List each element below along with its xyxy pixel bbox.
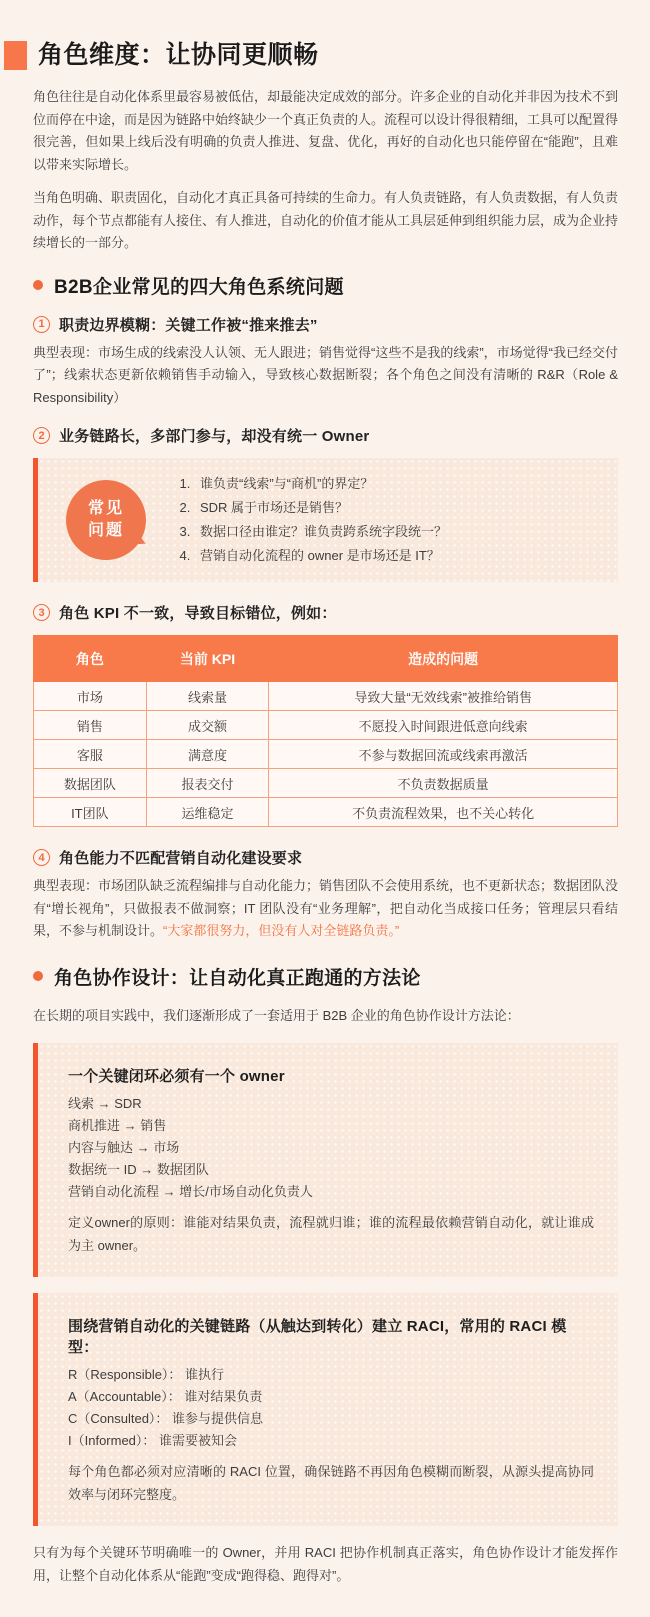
page-title: 角色维度：让协同更顺畅 [38,41,319,69]
table-cell: 不负责流程效果，也不关心转化 [269,798,618,827]
table-cell: 市场 [34,682,147,711]
problem4-heading-row [33,847,618,868]
table-row [34,769,618,798]
table-cell: 不参与数据回流或线索再激活 [269,740,618,769]
raci-box-title: 围绕营销自动化的关键链路（从触达到转化）建立 RACI，常用的 RACI 模型： [68,1318,567,1356]
table-cell: 运维稳定 [146,798,269,827]
raci-line: A（Accountable）： 谁对结果负责 [68,1389,263,1404]
circled-number-2-icon: 2 [33,427,50,444]
owner-mapping-line: 数据统一 ID → 数据团队 [68,1162,209,1177]
bubble-text-line1: 常见 [87,500,124,518]
problem4-body [33,875,618,943]
table-cell: 不愿投入时间跟进低意向线索 [269,711,618,740]
kpi-table-header-problem: 造成的问题 [269,636,618,682]
kpi-table-header-row [34,636,618,682]
table-cell: 报表交付 [146,769,269,798]
table-row [34,711,618,740]
table-row [34,740,618,769]
table-cell: 数据团队 [34,769,147,798]
question-item: 2. SDR 属于市场还是销售？ [194,496,447,520]
table-cell: 满意度 [146,740,269,769]
raci-method-box [33,1293,618,1526]
question-item: 3. 数据口径由谁定？谁负责跨系统字段统一？ [194,520,447,544]
table-cell: IT团队 [34,798,147,827]
raci-line: R（Responsible）： 谁执行 [68,1367,225,1382]
section2-intro: 在长期的项目实践中，我们逐渐形成了一套适用于 B2B 企业的角色协作设计方法论： [33,1007,520,1023]
owner-mapping-line: 商机推进 → 销售 [68,1118,167,1133]
circled-number-4-icon: 4 [33,849,50,866]
problem1-body: 典型表现：市场生成的线索没人认领、无人跟进；销售觉得“这些不是我的线索”，市场觉得“我已经交付了”；线索状态更新依赖销售手动输入，导致核心数据断裂；各个角色之间没有清晰的 R&R（Role & Responsibility） [33,344,618,405]
intro-paragraph-2: 当角色明确、职责固化，自动化才真正具备可持续的生命力。有人负责链路，有人负责数据，有人负责动作，每个节点都能有人接住、有人推进，自动化的价值才能从工具层延伸到组织能力层，成为企业持续增长的一部分。 [33,190,619,250]
question-item: 4. 营销自动化流程的 owner 是市场还是 IT？ [194,544,447,568]
page-title-row [4,40,618,70]
problem4-body-text: 典型表现：市场团队缺乏流程编排与自动化能力；销售团队不会使用系统，也不更新状态；数据团队没有“增长视角”，只做报表不做洞察；IT 团队没有“业务理解”，把自动化当成接口任务；管理层只看结果，不参与机制设计。 [33,878,619,938]
table-cell: 导致大量“无效线索”被推给销售 [269,682,618,711]
table-cell: 客服 [34,740,147,769]
raci-line: C（Consulted）： 谁参与提供信息 [68,1411,264,1426]
problem2-title: 业务链路长，多部门参与，却没有统一 Owner [59,428,370,445]
ring-bullet-icon [33,971,43,981]
problem1-title: 职责边界模糊：关键工作被“推来推去” [59,316,318,334]
problem3-heading-row [33,602,618,623]
title-accent-square [4,41,27,70]
circled-number-1-icon: 1 [33,316,50,333]
circled-number-3-icon: 3 [33,604,50,621]
problem3-title: 角色 KPI 不一致，导致目标错位，例如： [59,605,337,622]
owner-principle: 定义owner的原则：谁能对结果负责，流程就归谁；谁的流程最依赖营销自动化，就让谁成为主 owner。 [68,1215,594,1253]
owner-box-title: 一个关键闭环必须有一个 owner [68,1068,285,1085]
speech-bubble-icon [66,480,146,560]
raci-note: 每个角色都必须对应清晰的 RACI 位置，确保链路不再因角色模糊而断裂，从源头提高协同效率与闭环完整度。 [68,1464,594,1502]
closing-paragraph: 只有为每个关键环节明确唯一的 Owner，并用 RACI 把协作机制真正落实，角色协作设计才能发挥作用，让整个自动化体系从“能跑”变成“跑得稳、跑得对”。 [33,1545,618,1583]
owner-method-box [33,1043,618,1277]
question-item: 1. 谁负责“线索”与“商机”的界定？ [194,472,447,496]
common-questions-callout [33,458,618,582]
section2-heading-row [33,963,618,990]
section1-heading: B2B企业常见的四大角色系统问题 [54,276,344,298]
table-row [34,798,618,827]
problem4-highlight-quote: “大家都很努力，但没有人对全链路负责。” [163,923,400,938]
kpi-table [33,635,618,827]
table-cell: 销售 [34,711,147,740]
problem1-heading-row [33,314,618,335]
table-cell: 线索量 [146,682,269,711]
kpi-table-header-role: 角色 [34,636,147,682]
owner-mapping-line: 线索 → SDR [68,1096,142,1111]
problem2-heading-row [33,425,618,446]
bubble-text-line2: 问题 [87,522,124,539]
section1-heading-row [33,272,618,299]
intro-paragraph-1: 角色往往是自动化体系里最容易被低估，却最能决定成效的部分。许多企业的自动化并非因为技术不到位而停在中途，而是因为链路中始终缺少一个真正负责的人。流程可以设计得很精细，工具可以配置得很完善，但如果上线后没有明确的负责人推进、复盘、优化，再好的自动化也只能停留在“能跑”，且难以带来实际增长。 [33,89,619,172]
raci-line: I（Informed）： 谁需要被知会 [68,1433,238,1448]
ring-bullet-icon [33,280,43,290]
common-questions-list [174,472,447,568]
table-row [34,682,618,711]
section2-heading: 角色协作设计：让自动化真正跑通的方法论 [54,967,421,989]
owner-mapping-line: 营销自动化流程 → 增长/市场自动化负责人 [68,1184,313,1199]
problem4-title: 角色能力不匹配营销自动化建设要求 [59,850,303,867]
table-cell: 不负责数据质量 [269,769,618,798]
table-cell: 成交额 [146,711,269,740]
kpi-table-header-kpi: 当前 KPI [146,636,269,682]
owner-mapping-line: 内容与触达 → 市场 [68,1140,180,1155]
